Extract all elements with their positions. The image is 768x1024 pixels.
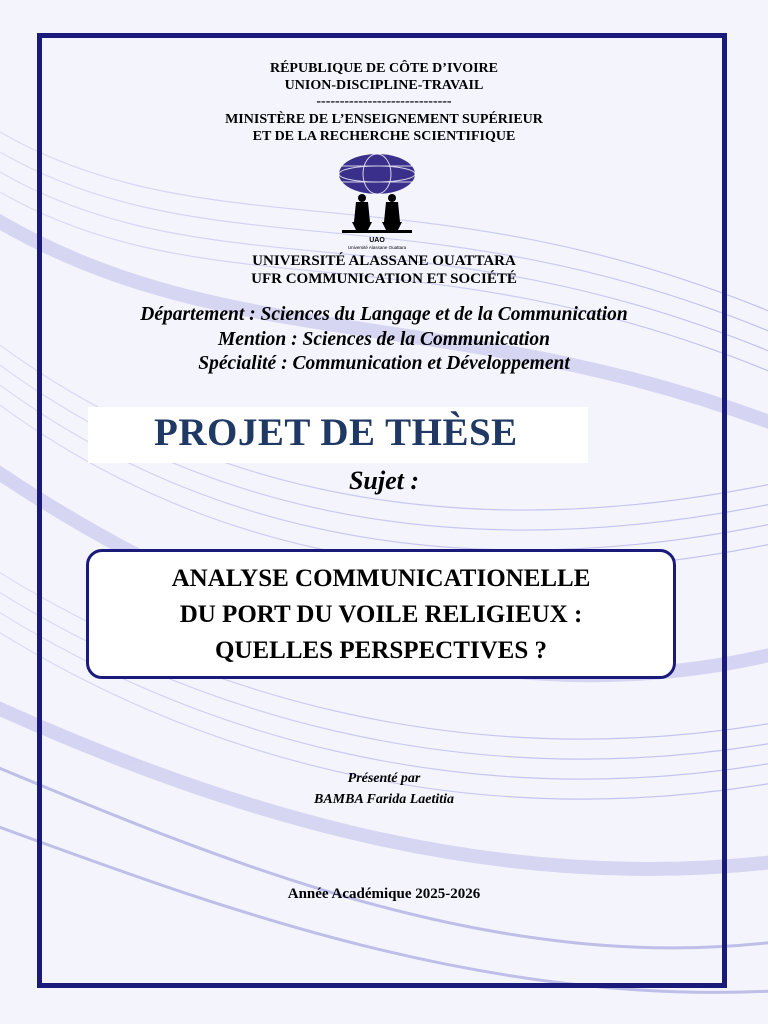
presenter-name: BAMBA Farida Laetitia — [313, 792, 455, 807]
document-title: PROJET DE THÈSE — [154, 411, 518, 454]
specialty: Spécialité : Communication et Développement — [198, 353, 570, 374]
presenter-label: Présenté par — [347, 771, 421, 786]
mention: Mention : Sciences de la Communication — [217, 329, 551, 350]
university-name: UNIVERSITÉ ALASSANE OUATTARA — [252, 253, 516, 269]
header-separator: ----------------------------- — [316, 94, 452, 109]
subject-line-2: DU PORT DU VOILE RELIGIEUX : — [179, 601, 583, 628]
subject-line-3: QUELLES PERSPECTIVES ? — [214, 637, 548, 664]
motto: UNION-DISCIPLINE-TRAVAIL — [284, 78, 484, 93]
academic-year: Année Académique 2025-2026 — [287, 886, 481, 902]
ministry-line-2: ET DE LA RECHERCHE SCIENTIFIQUE — [252, 129, 516, 144]
logo-abbrev: UAO — [369, 237, 385, 244]
subject-line-1: ANALYSE COMMUNICATIONELLE — [171, 565, 591, 592]
logo-caption: Université Alassane Ouattara — [347, 245, 407, 250]
republic-heading: RÉPUBLIQUE DE CÔTE D’IVOIRE — [269, 61, 499, 76]
ministry-line-1: MINISTÈRE DE L’ENSEIGNEMENT SUPÉRIEUR — [225, 112, 543, 127]
subject-text — [86, 561, 676, 669]
department: Département : Sciences du Langage et de la Communication — [140, 304, 628, 325]
subject-label: Sujet : — [348, 466, 420, 495]
ufr-name: UFR COMMUNICATION ET SOCIÉTÉ — [251, 271, 517, 287]
university-emblem-icon — [332, 150, 422, 250]
